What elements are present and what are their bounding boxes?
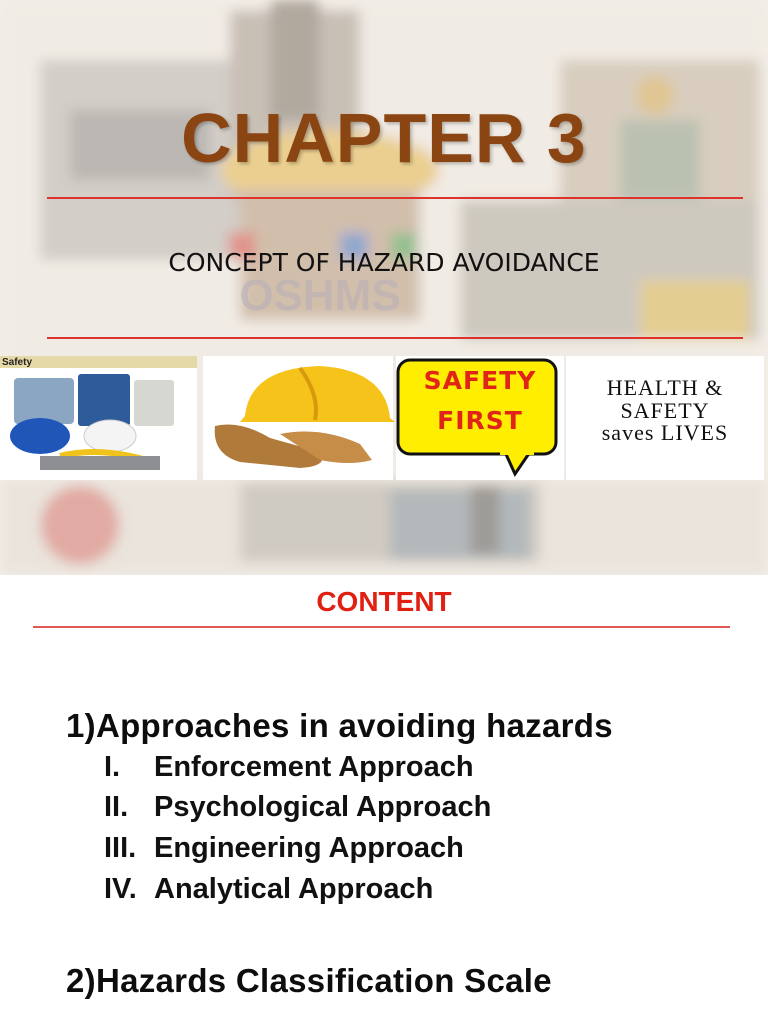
content-divider bbox=[33, 626, 730, 628]
list-item bbox=[104, 751, 474, 784]
list-item bbox=[104, 791, 491, 824]
list-item-number: III. bbox=[104, 832, 137, 864]
list-item-label: Enforcement Approach bbox=[154, 751, 474, 783]
list-item-label: Psychological Approach bbox=[154, 791, 492, 823]
oshms-watermark: OSHMS bbox=[239, 271, 401, 320]
list-item-number: IV. bbox=[104, 873, 137, 905]
slogan-line1: HEALTH & bbox=[606, 375, 724, 400]
list-item-number: II. bbox=[104, 791, 129, 823]
section2-heading: 2)Hazards Classification Scale bbox=[66, 962, 552, 999]
safety-equipment-image bbox=[0, 356, 197, 480]
section1-heading: 1)Approaches in avoiding hazards bbox=[66, 707, 613, 744]
list-item-number: I. bbox=[104, 751, 121, 783]
chapter-title: CHAPTER 3 bbox=[181, 99, 587, 177]
list-item bbox=[104, 873, 433, 906]
title-divider bbox=[47, 197, 743, 199]
list-item-label: Engineering Approach bbox=[154, 832, 464, 864]
content-title: CONTENT bbox=[316, 586, 452, 617]
slogan-line3: saves LIVES bbox=[601, 420, 729, 445]
safety-label: Safety bbox=[2, 357, 33, 368]
safety-sign-line2: FIRST bbox=[437, 406, 523, 435]
hardhat-gloves-image bbox=[203, 356, 395, 480]
safety-sign-line1: SAFETY bbox=[423, 366, 537, 395]
list-item bbox=[104, 832, 464, 865]
list-item-label: Analytical Approach bbox=[154, 873, 434, 905]
chapter-subtitle: CONCEPT OF HAZARD AVOIDANCE bbox=[168, 248, 600, 277]
subtitle-divider bbox=[47, 337, 743, 339]
slogan-line2: SAFETY bbox=[620, 398, 710, 423]
